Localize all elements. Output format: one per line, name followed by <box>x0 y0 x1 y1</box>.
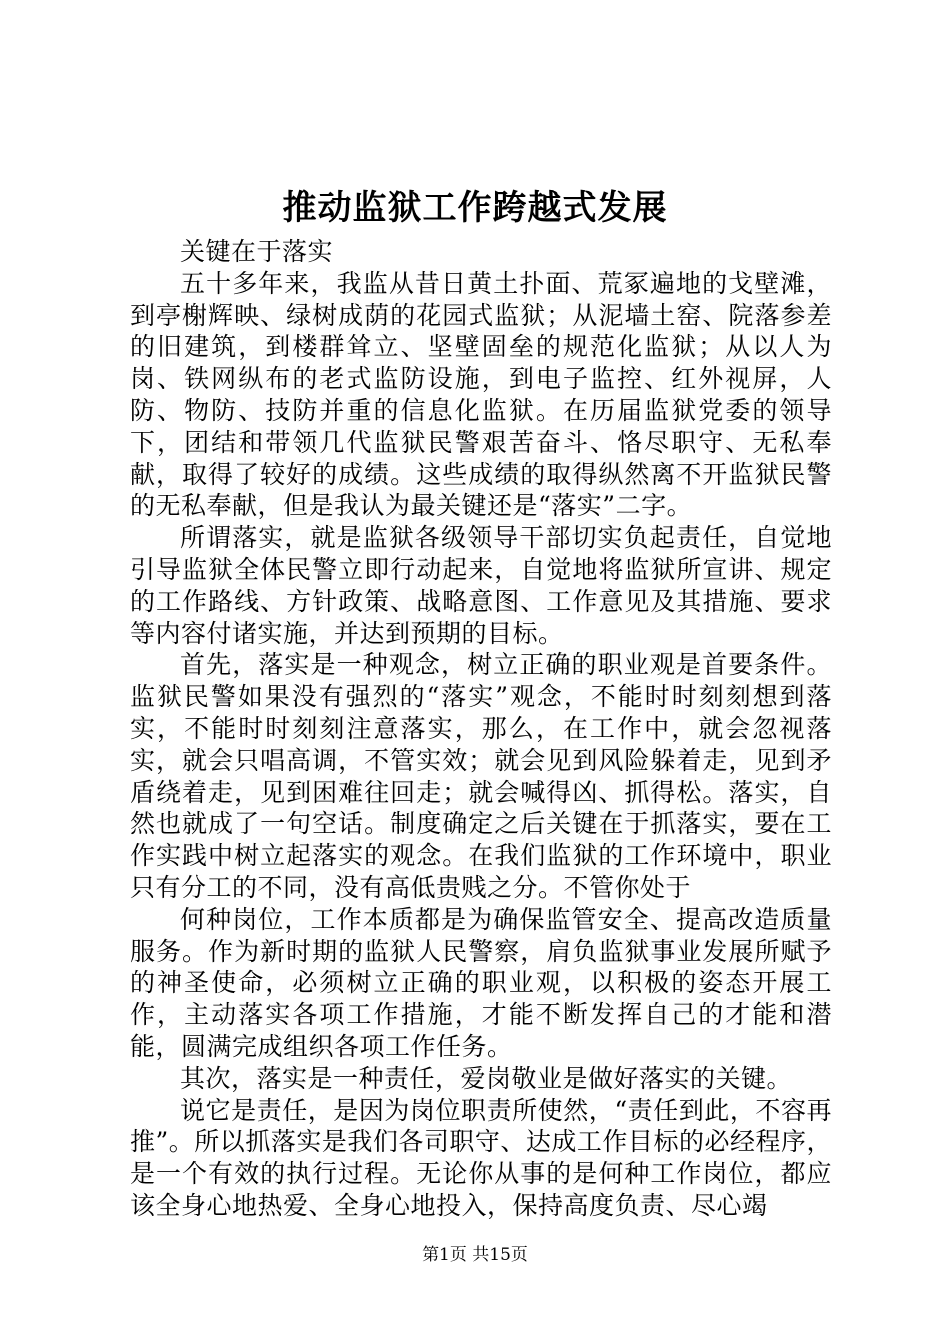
paragraph: 所谓落实，就是监狱各级领导干部切实负起责任，自觉地引导监狱全体民警立即行动起来，自觉地将监狱所宣讲、规定的工作路线、方针政策、战略意图、工作意见及其措施、要求等内容付诸实施，并达到预期的目标。 <box>130 523 832 648</box>
paragraph: 说它是责任，是因为岗位职责所使然，“责任到此，不容再推”。所以抓落实是我们各司职守、达成工作目标的必经程序，是一个有效的执行过程。无论你从事的是何种工作岗位，都应该全身心地热爱、全身心地投入，保持高度负责、尽心竭 <box>130 1095 832 1220</box>
document-body <box>130 236 832 1222</box>
paragraph: 其次，落实是一种责任，爱岗敬业是做好落实的关键。 <box>180 1063 793 1093</box>
paragraph: 首先，落实是一种观念，树立正确的职业观是首要条件。监狱民警如果没有强烈的“落实”观念，不能时时刻刻想到落实，不能时时刻刻注意落实，那么，在工作中，就会忽视落实，就会只唱高调，不管实效；就会见到风险躲着走，见到矛盾绕着走，见到困难往回走；就会喊得凶、抓得松。落实，自然也就成了一句空话。制度确定之后关键在于抓落实，要在工作实践中树立起落实的观念。在我们监狱的工作环境中，职业只有分工的不同，没有高低贵贱之分。不管你处于 <box>130 650 832 902</box>
page-number-footer: 第1页 共15页 <box>422 1245 528 1265</box>
paragraph-subtitle: 关键在于落实 <box>180 237 334 266</box>
paragraph: 何种岗位，工作本质都是为确保监管安全、提高改造质量服务。作为新时期的监狱人民警察，肩负监狱事业发展所赋予的神圣使命，必须树立正确的职业观，以积极的姿态开展工作，主动落实各项工作措施，才能不断发挥自己的才能和潜能，圆满完成组织各项工作任务。 <box>130 904 832 1061</box>
paragraph: 五十多年来，我监从昔日黄土扑面、荒冢遍地的戈壁滩，到亭榭辉映、绿树成荫的花园式监狱；从泥墙土窑、院落参差的旧建筑，到楼群耸立、坚壁固垒的规范化监狱；从以人为岗、铁网纵布的老式监防设施，到电子监控、红外视屏，人防、物防、技防并重的信息化监狱。在历届监狱党委的领导下，团结和带领几代监狱民警艰苦奋斗、恪尽职守、无私奉献，取得了较好的成绩。这些成绩的取得纵然离不开监狱民警的无私奉献，但是我认为最关键还是“落实”二字。 <box>130 268 832 521</box>
document-title: 推动监狱工作跨越式发展 <box>282 188 668 228</box>
